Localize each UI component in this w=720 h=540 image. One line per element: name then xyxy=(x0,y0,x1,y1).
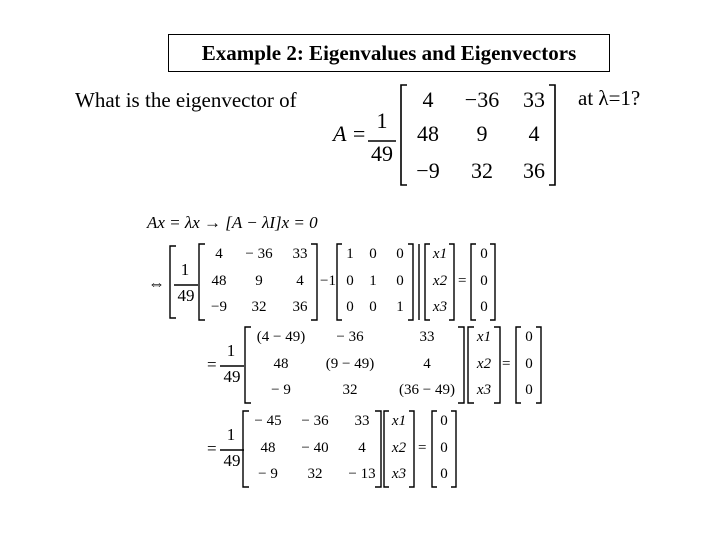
step4-factor-den: 49 xyxy=(223,451,241,470)
step3-x-cell: x1 xyxy=(476,329,492,345)
step4-factor-num: 1 xyxy=(226,425,236,444)
step2-x-cell: x1 xyxy=(432,246,448,262)
step3-factor-num: 1 xyxy=(226,341,236,360)
step2-i-right-bracket xyxy=(408,244,413,320)
step4-zero-right-bracket xyxy=(451,411,456,487)
matrix-a-cell: 33 xyxy=(523,87,545,112)
step3-equals: = xyxy=(502,356,511,372)
step2-a-cell: 48 xyxy=(211,273,227,289)
step3-zero-left-bracket xyxy=(516,327,521,403)
step2-zero-cell: 0 xyxy=(480,273,488,289)
step3-cell: 32 xyxy=(342,382,358,398)
step4-cell: − 13 xyxy=(348,466,376,482)
equivalence-arrow: ⇔ xyxy=(148,274,165,293)
question-prefix: What is the eigenvector of xyxy=(75,88,297,112)
step3-cell: 33 xyxy=(419,329,435,345)
step2-factor-den: 49 xyxy=(177,286,195,305)
step2-a-cell: 33 xyxy=(292,246,308,262)
step2-i-cell: 1 xyxy=(369,273,377,289)
step2-a-cell: 4 xyxy=(296,273,304,289)
matrix-a-cell: −36 xyxy=(464,87,500,112)
step2-left-outer-bracket xyxy=(170,246,176,318)
step2-a-cell: 36 xyxy=(292,299,308,315)
step4-x-right-bracket xyxy=(409,411,414,487)
step4-cell: − 36 xyxy=(301,413,329,429)
step4-equals-lead: = xyxy=(207,439,217,458)
step3-cell: − 9 xyxy=(271,382,291,398)
matrix-a-cell: 36 xyxy=(523,158,545,183)
step4-cell: − 45 xyxy=(254,413,282,429)
step3-cell: − 36 xyxy=(336,329,364,345)
step4-equals: = xyxy=(418,440,427,456)
step2-equals: = xyxy=(458,273,467,289)
step2-minus-lambda: −1 xyxy=(320,273,336,289)
step2-x-cell: x3 xyxy=(432,299,448,315)
step3-x-cell: x2 xyxy=(476,356,492,372)
step4-zero-cell: 0 xyxy=(440,466,448,482)
step4-x-cell: x3 xyxy=(391,466,407,482)
step4-cell: − 40 xyxy=(301,440,329,456)
step4-x-left-bracket xyxy=(384,411,389,487)
step2-a-cell: − 36 xyxy=(245,246,273,262)
step2-x-cell: x2 xyxy=(432,273,448,289)
step2-a-cell: 4 xyxy=(215,246,223,262)
step3-equals-lead: = xyxy=(207,355,217,374)
step2-x-right-bracket xyxy=(449,244,454,320)
step3-x-right-bracket xyxy=(494,327,500,403)
step2-i-left-bracket xyxy=(337,244,342,320)
step3-factor-den: 49 xyxy=(223,367,241,386)
matrix-a-cell: 4 xyxy=(528,121,540,146)
step2-a-right-bracket xyxy=(311,244,317,320)
step4-zero-cell: 0 xyxy=(440,413,448,429)
step2-zero-cell: 0 xyxy=(480,246,488,262)
step2-i-cell: 0 xyxy=(346,299,354,315)
step2-a-cell: 32 xyxy=(251,299,267,315)
step2-i-cell: 0 xyxy=(396,246,404,262)
step3-zero-cell: 0 xyxy=(525,329,533,345)
step4-cell: 33 xyxy=(354,413,370,429)
step2-i-cell: 1 xyxy=(346,246,354,262)
step2-i-cell: 0 xyxy=(369,299,377,315)
step2-i-cell: 0 xyxy=(346,273,354,289)
matrix-a-factor-num: 1 xyxy=(376,108,388,133)
matrix-a-cell: 4 xyxy=(422,87,434,112)
step3-zero-cell: 0 xyxy=(525,356,533,372)
step2-i-cell: 0 xyxy=(369,246,377,262)
step3-cell: (9 − 49) xyxy=(325,356,375,372)
matrix-a-cell: 9 xyxy=(476,121,488,146)
step3-x-left-bracket xyxy=(468,327,474,403)
step4-x-cell: x1 xyxy=(391,413,407,429)
step2-i-cell: 1 xyxy=(396,299,404,315)
slide-title: Example 2: Eigenvalues and Eigenvectors xyxy=(168,34,610,72)
matrix-a-right-bracket xyxy=(549,85,555,185)
step2-i-cell: 0 xyxy=(396,273,404,289)
step4-cell: 48 xyxy=(260,440,276,456)
step4-right-bracket xyxy=(375,411,381,487)
step2-zero-right-bracket xyxy=(490,244,495,320)
matrix-a-cell: 48 xyxy=(417,121,439,146)
matrix-a-factor-den: 49 xyxy=(371,141,393,166)
step2-a-cell: 9 xyxy=(255,273,263,289)
step3-cell: (36 − 49) xyxy=(399,382,455,398)
step4-zero-left-bracket xyxy=(432,411,437,487)
step2-a-cell: −9 xyxy=(211,299,227,315)
step2-factor-num: 1 xyxy=(180,260,190,279)
step3-left-bracket xyxy=(245,327,251,403)
step3-zero-right-bracket xyxy=(536,327,541,403)
step4-zero-cell: 0 xyxy=(440,440,448,456)
step3-right-bracket xyxy=(458,327,464,403)
step2-a-left-bracket xyxy=(199,244,205,320)
matrix-a-left-bracket xyxy=(401,85,407,185)
step3-cell: (4 − 49) xyxy=(256,329,306,345)
eigen-equation: Ax = λx → [A − λI]x = 0 xyxy=(147,213,318,232)
matrix-a-lhs: A = xyxy=(333,121,367,146)
question-suffix: at λ=1? xyxy=(578,86,641,110)
step3-cell: 4 xyxy=(423,356,431,372)
step2-zero-left-bracket xyxy=(471,244,476,320)
step3-zero-cell: 0 xyxy=(525,382,533,398)
matrix-a-cell: −9 xyxy=(416,158,440,183)
step4-left-bracket xyxy=(243,411,249,487)
step3-cell: 48 xyxy=(273,356,289,372)
step2-x-left-bracket xyxy=(425,244,430,320)
step4-cell: − 9 xyxy=(258,466,278,482)
step4-cell: 4 xyxy=(358,440,366,456)
step2-zero-cell: 0 xyxy=(480,299,488,315)
matrix-a-cell: 32 xyxy=(471,158,493,183)
step3-x-cell: x3 xyxy=(476,382,492,398)
step4-cell: 32 xyxy=(307,466,323,482)
step4-x-cell: x2 xyxy=(391,440,407,456)
